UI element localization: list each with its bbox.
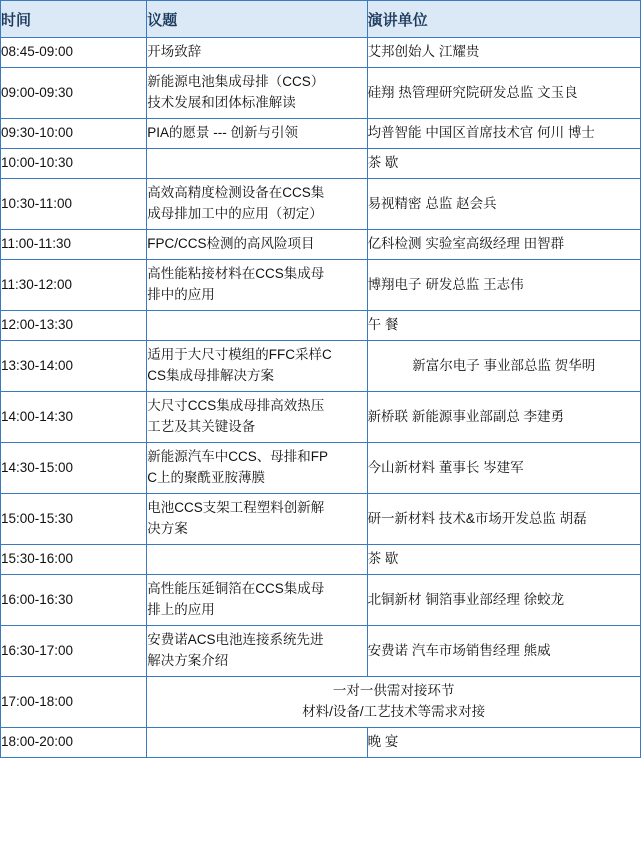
- table-header: [1, 1, 641, 38]
- cell-organization-line1: 艾邦创始人 江耀贵: [367, 44, 480, 60]
- cell-topic: [147, 68, 367, 119]
- cell-topic-line1: 适用于大尺寸模组的FFC采样C: [147, 347, 332, 363]
- cell-organization-line1: 均普智能 中国区首席技术官 何川 博士: [367, 125, 595, 141]
- table-header-row: [1, 1, 641, 38]
- cell-topic-line1: 开场致辞: [147, 44, 202, 60]
- cell-time: 14:00-14:30: [1, 392, 147, 443]
- table-row: [1, 230, 641, 260]
- cell-time: 16:00-16:30: [1, 575, 147, 626]
- table-row: [1, 260, 641, 311]
- cell-topic: [147, 392, 367, 443]
- cell-organization: [367, 119, 640, 149]
- cell-time: 09:30-10:00: [1, 119, 147, 149]
- cell-topic-line1: PIA的愿景 --- 创新与引领: [147, 125, 298, 141]
- cell-organization: [367, 545, 640, 575]
- cell-topic: [147, 311, 367, 341]
- table-row: [1, 443, 641, 494]
- cell-organization: [367, 626, 640, 677]
- cell-topic-line2: C上的聚酰亚胺薄膜: [147, 470, 265, 485]
- cell-time: 17:00-18:00: [1, 677, 147, 728]
- cell-session-note-line2: 材料/设备/工艺技术等需求对接: [302, 704, 486, 719]
- cell-organization: [367, 260, 640, 311]
- table-row: [1, 119, 641, 149]
- cell-topic: [147, 728, 367, 758]
- table-row: [1, 179, 641, 230]
- cell-organization-line1: 晚 宴: [367, 734, 399, 750]
- cell-topic: [147, 494, 367, 545]
- table-row: [1, 545, 641, 575]
- column-header-topic: 议题: [147, 1, 367, 38]
- cell-topic: [147, 443, 367, 494]
- cell-topic-line2: 决方案: [147, 521, 188, 536]
- cell-topic-line1: 大尺寸CCS集成母排高效热压: [147, 398, 325, 414]
- table-row: [1, 311, 641, 341]
- cell-time: 11:30-12:00: [1, 260, 147, 311]
- cell-organization: [367, 68, 640, 119]
- cell-topic-line1: FPC/CCS检测的高风险项目: [147, 236, 315, 252]
- cell-organization-line1: 安费诺 汽车市场销售经理 熊威: [367, 642, 551, 658]
- cell-time: 08:45-09:00: [1, 38, 147, 68]
- cell-topic-line2: 技术发展和团体标准解读: [147, 95, 296, 110]
- cell-topic: [147, 119, 367, 149]
- table-row: [1, 149, 641, 179]
- cell-organization: [367, 575, 640, 626]
- cell-organization-line1: 易视精密 总监 赵会兵: [367, 195, 497, 211]
- cell-organization: [367, 494, 640, 545]
- cell-organization-line1: 今山新材料 董事长 岑建军: [367, 459, 524, 475]
- cell-topic-line1: 高效高精度检测设备在CCS集: [147, 185, 325, 201]
- cell-organization-line1: 茶 歇: [367, 155, 399, 171]
- cell-topic-line2: 排上的应用: [147, 602, 215, 617]
- cell-topic-line2: 排中的应用: [147, 287, 215, 302]
- cell-time: 13:30-14:00: [1, 341, 147, 392]
- column-header-org: 演讲单位: [367, 1, 640, 38]
- cell-topic: [147, 626, 367, 677]
- cell-topic-line1: 高性能粘接材料在CCS集成母: [147, 266, 325, 282]
- cell-topic-line2: 成母排加工中的应用（初定）: [147, 206, 323, 221]
- cell-organization: [367, 728, 640, 758]
- cell-time: 15:00-15:30: [1, 494, 147, 545]
- cell-organization: [367, 38, 640, 68]
- cell-time: 15:30-16:00: [1, 545, 147, 575]
- cell-topic-line2: 解决方案介绍: [147, 653, 229, 668]
- cell-time: 14:30-15:00: [1, 443, 147, 494]
- cell-time: 10:30-11:00: [1, 179, 147, 230]
- cell-session-note: [147, 677, 641, 728]
- cell-organization-line1: 新富尔电子 事业部总监 贺华明: [412, 357, 596, 373]
- cell-organization-line1: 硅翔 热管理研究院研发总监 文玉良: [367, 84, 578, 100]
- table-row: [1, 626, 641, 677]
- cell-organization-line1: 博翔电子 研发总监 王志伟: [367, 276, 524, 292]
- cell-organization: [367, 179, 640, 230]
- column-header-time: 时间: [1, 1, 147, 38]
- cell-organization-line1: 午 餐: [367, 317, 399, 333]
- cell-topic: [147, 545, 367, 575]
- cell-session-note-line1: 一对一供需对接环节: [332, 683, 455, 699]
- table-row: [1, 341, 641, 392]
- cell-organization-line1: 研一新材料 技术&市场开发总监 胡磊: [367, 510, 587, 526]
- table-row: [1, 677, 641, 728]
- table-row: [1, 392, 641, 443]
- cell-time: 11:00-11:30: [1, 230, 147, 260]
- cell-time: 10:00-10:30: [1, 149, 147, 179]
- cell-topic: [147, 38, 367, 68]
- cell-topic-line2: CS集成母排解决方案: [147, 368, 274, 383]
- cell-time: 18:00-20:00: [1, 728, 147, 758]
- table-row: [1, 728, 641, 758]
- table-row: [1, 68, 641, 119]
- cell-topic: [147, 179, 367, 230]
- table-row: [1, 38, 641, 68]
- cell-topic-line1: 新能源电池集成母排（CCS）: [147, 74, 325, 90]
- table-body: [1, 38, 641, 758]
- cell-organization-line1: 茶 歇: [367, 551, 399, 567]
- cell-topic-line1: 新能源汽车中CCS、母排和FP: [147, 449, 328, 465]
- cell-organization: [367, 392, 640, 443]
- cell-topic: [147, 149, 367, 179]
- cell-organization: [367, 149, 640, 179]
- cell-time: 09:00-09:30: [1, 68, 147, 119]
- table-row: [1, 494, 641, 545]
- cell-topic: [147, 230, 367, 260]
- cell-organization-line1: 亿科检测 实验室高级经理 田智群: [367, 236, 565, 252]
- cell-topic: [147, 260, 367, 311]
- cell-topic-line1: 安费诺ACS电池连接系统先进: [147, 632, 324, 648]
- cell-organization: [367, 341, 640, 392]
- cell-time: 12:00-13:30: [1, 311, 147, 341]
- cell-topic-line1: 高性能压延铜箔在CCS集成母: [147, 581, 325, 597]
- cell-organization: [367, 443, 640, 494]
- cell-topic-line1: 电池CCS支架工程塑料创新解: [147, 500, 325, 516]
- cell-topic: [147, 341, 367, 392]
- cell-organization: [367, 311, 640, 341]
- cell-topic-line2: 工艺及其关键设备: [147, 419, 256, 434]
- table-row: [1, 575, 641, 626]
- cell-topic: [147, 575, 367, 626]
- cell-organization-line1: 北铜新材 铜箔事业部经理 徐蛟龙: [367, 591, 565, 607]
- cell-time: 16:30-17:00: [1, 626, 147, 677]
- cell-organization: [367, 230, 640, 260]
- cell-organization-line1: 新桥联 新能源事业部副总 李建勇: [367, 408, 565, 424]
